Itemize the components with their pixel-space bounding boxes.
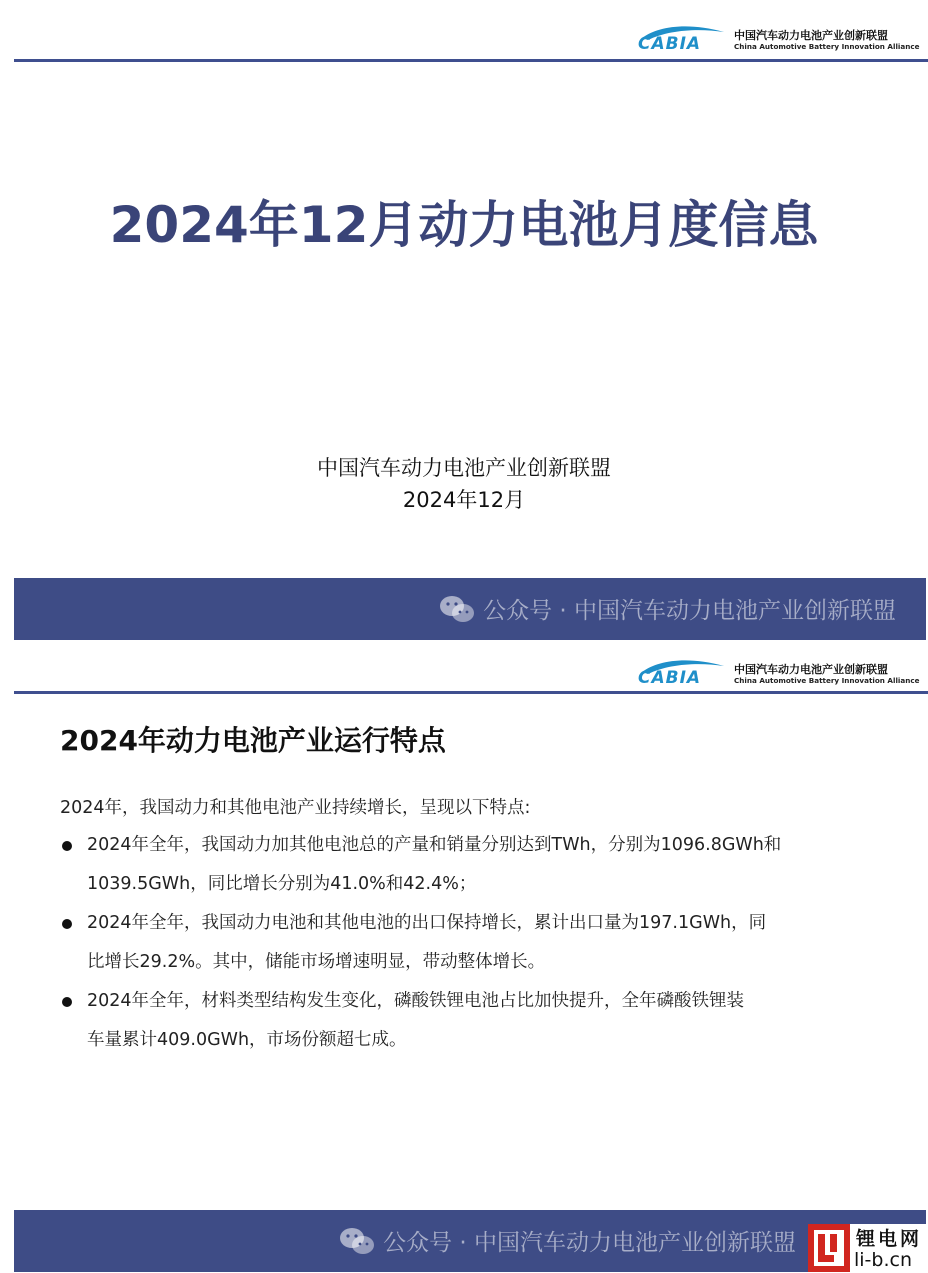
site-name-cn: 锂电网 xyxy=(856,1228,923,1250)
bullet-line: 比增长29.2%。其中，储能市场增速明显，带动整体增长。 xyxy=(87,952,546,972)
wechat-icon xyxy=(439,594,475,624)
list-item xyxy=(60,982,880,1060)
bullet-line: 2024年全年，材料类型结构发生变化，磷酸铁锂电池占比加快提升，全年磷酸铁锂装 xyxy=(87,991,745,1011)
logo-org-en: China Automotive Battery Innovation Alliance xyxy=(734,42,920,51)
cabia-logo xyxy=(638,22,920,56)
watermark-text: 公众号 · 中国汽车动力电池产业创新联盟 xyxy=(383,1230,796,1256)
bullet-dot-icon xyxy=(62,841,72,851)
logo-org-en: China Automotive Battery Innovation Alliance xyxy=(734,676,920,685)
feature-list xyxy=(60,826,880,1060)
cover-date: 2024年12月 xyxy=(402,488,526,512)
logo-org-cn: 中国汽车动力电池产业创新联盟 xyxy=(734,29,888,42)
logo-org-cn: 中国汽车动力电池产业创新联盟 xyxy=(734,663,888,676)
logo-wordmark: CABIA xyxy=(638,34,702,54)
cabia-logo xyxy=(638,656,920,690)
list-item xyxy=(60,826,880,904)
cover-title: 2024年12月动力电池月度信息 xyxy=(109,196,819,254)
list-item xyxy=(60,904,880,982)
watermark-text: 公众号 · 中国汽车动力电池产业创新联盟 xyxy=(483,598,896,624)
wechat-icon xyxy=(339,1226,375,1256)
bullet-dot-icon xyxy=(62,997,72,1007)
header-divider xyxy=(14,59,928,62)
cover-org-name: 中国汽车动力电池产业创新联盟 xyxy=(317,456,611,480)
slide-features xyxy=(0,644,928,1273)
footer-bar xyxy=(14,1210,926,1272)
bullet-line: 1039.5GWh，同比增长分别为41.0%和42.4%； xyxy=(87,874,477,894)
bullet-line: 2024年全年，我国动力电池和其他电池的出口保持增长，累计出口量为197.1GWh，同 xyxy=(87,913,767,933)
logo-wordmark: CABIA xyxy=(638,668,702,688)
bullet-dot-icon xyxy=(62,919,72,929)
footer-bar xyxy=(14,578,926,640)
site-domain: li-b.cn xyxy=(854,1249,913,1271)
li-b-site-logo xyxy=(808,1224,926,1273)
wechat-watermark xyxy=(339,1224,796,1257)
li-b-mark-icon xyxy=(808,1224,850,1272)
header-divider xyxy=(14,691,928,694)
bullet-line: 车量累计409.0GWh，市场份额超七成。 xyxy=(87,1030,407,1050)
wechat-watermark xyxy=(439,592,896,625)
intro-text: 2024年，我国动力和其他电池产业持续增长，呈现以下特点: xyxy=(60,798,531,818)
bullet-line: 2024年全年，我国动力加其他电池总的产量和销量分别达到TWh，分别为1096.8GWh和 xyxy=(87,835,782,855)
section-title: 2024年动力电池产业运行特点 xyxy=(60,724,446,757)
